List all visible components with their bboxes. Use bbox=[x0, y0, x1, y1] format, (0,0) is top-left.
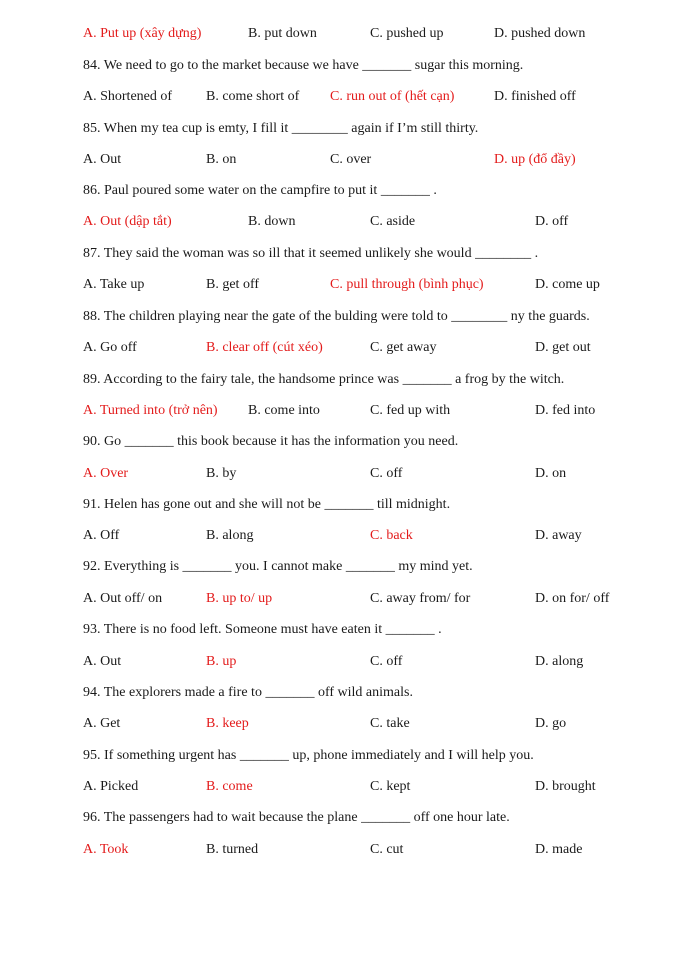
option-c: C. pull through (bình phục) bbox=[330, 277, 484, 292]
option-b: B. by bbox=[206, 466, 237, 481]
option-d: D. finished off bbox=[494, 89, 576, 104]
option-a: A. Turned into (trở nên) bbox=[83, 403, 218, 418]
option-b: B. get off bbox=[206, 277, 260, 292]
option-c: C. get away bbox=[370, 340, 437, 355]
question-89: 89. According to the fairy tale, the handsome prince was _______ a frog by the witch. bbox=[83, 372, 565, 387]
option-d: D. come up bbox=[535, 277, 600, 292]
option-d: D. get out bbox=[535, 340, 591, 355]
question-94: 94. The explorers made a fire to _______ off wild animals. bbox=[83, 685, 413, 700]
option-c: C. fed up with bbox=[370, 403, 451, 418]
option-c: C. back bbox=[370, 528, 413, 543]
option-d: D. away bbox=[535, 528, 582, 543]
question-93: 93. There is no food left. Someone must have eaten it _______ . bbox=[83, 622, 442, 637]
option-b: B. up to/ up bbox=[206, 591, 273, 606]
option-a: A. Out bbox=[83, 654, 122, 669]
option-b: B. on bbox=[206, 152, 237, 167]
option-b: B. along bbox=[206, 528, 254, 543]
option-a: A. Out bbox=[83, 152, 122, 167]
option-c: C. run out of (hết cạn) bbox=[330, 89, 455, 104]
option-a: A. Out off/ on bbox=[83, 591, 163, 606]
option-a: A. Put up (xây dựng) bbox=[83, 26, 202, 41]
option-c: C. cut bbox=[370, 842, 404, 857]
option-d: D. brought bbox=[535, 779, 596, 794]
option-d: D. go bbox=[535, 716, 567, 731]
option-a: A. Out (dập tắt) bbox=[83, 214, 172, 229]
option-c: C. off bbox=[370, 466, 403, 481]
question-87: 87. They said the woman was so ill that it seemed unlikely she would ________ . bbox=[83, 246, 539, 261]
question-91: 91. Helen has gone out and she will not be _______ till midnight. bbox=[83, 497, 451, 512]
option-a: A. Off bbox=[83, 528, 120, 543]
option-a: A. Get bbox=[83, 716, 121, 731]
option-a: A. Go off bbox=[83, 340, 137, 355]
option-b: B. come short of bbox=[206, 89, 300, 104]
option-a: A. Picked bbox=[83, 779, 139, 794]
option-b: B. down bbox=[248, 214, 296, 229]
option-a: A. Took bbox=[83, 842, 129, 857]
question-85: 85. When my tea cup is emty, I fill it ________ again if I’m still thirty. bbox=[83, 121, 479, 136]
option-b: B. clear off (cút xéo) bbox=[206, 340, 323, 355]
option-d: D. pushed down bbox=[494, 26, 586, 41]
option-c: C. pushed up bbox=[370, 26, 444, 41]
option-b: B. come into bbox=[248, 403, 320, 418]
option-b: B. keep bbox=[206, 716, 249, 731]
option-a: A. Shortened of bbox=[83, 89, 173, 104]
option-a: A. Over bbox=[83, 466, 129, 481]
option-d: D. made bbox=[535, 842, 583, 857]
option-d: D. along bbox=[535, 654, 584, 669]
option-b: B. put down bbox=[248, 26, 317, 41]
option-d: D. off bbox=[535, 214, 569, 229]
question-95: 95. If something urgent has _______ up, phone immediately and I will help you. bbox=[83, 748, 534, 763]
question-88: 88. The children playing near the gate of the bulding were told to ________ ny the guards. bbox=[83, 309, 590, 324]
option-b: B. turned bbox=[206, 842, 259, 857]
option-d: D. up (đổ đầy) bbox=[494, 152, 576, 167]
option-c: C. aside bbox=[370, 214, 416, 229]
option-b: B. up bbox=[206, 654, 237, 669]
option-a: A. Take up bbox=[83, 277, 145, 292]
question-96: 96. The passengers had to wait because the plane _______ off one hour late. bbox=[83, 810, 510, 825]
option-d: D. fed into bbox=[535, 403, 596, 418]
option-d: D. on for/ off bbox=[535, 591, 610, 606]
question-84: 84. We need to go to the market because we have _______ sugar this morning. bbox=[83, 58, 524, 73]
option-d: D. on bbox=[535, 466, 567, 481]
question-90: 90. Go _______ this book because it has the information you need. bbox=[83, 434, 459, 449]
option-c: C. take bbox=[370, 716, 410, 731]
option-c: C. kept bbox=[370, 779, 411, 794]
question-92: 92. Everything is _______ you. I cannot make _______ my mind yet. bbox=[83, 559, 473, 574]
option-c: C. over bbox=[330, 152, 372, 167]
option-b: B. come bbox=[206, 779, 253, 794]
option-c: C. off bbox=[370, 654, 403, 669]
option-c: C. away from/ for bbox=[370, 591, 471, 606]
question-86: 86. Paul poured some water on the campfire to put it _______ . bbox=[83, 183, 437, 198]
